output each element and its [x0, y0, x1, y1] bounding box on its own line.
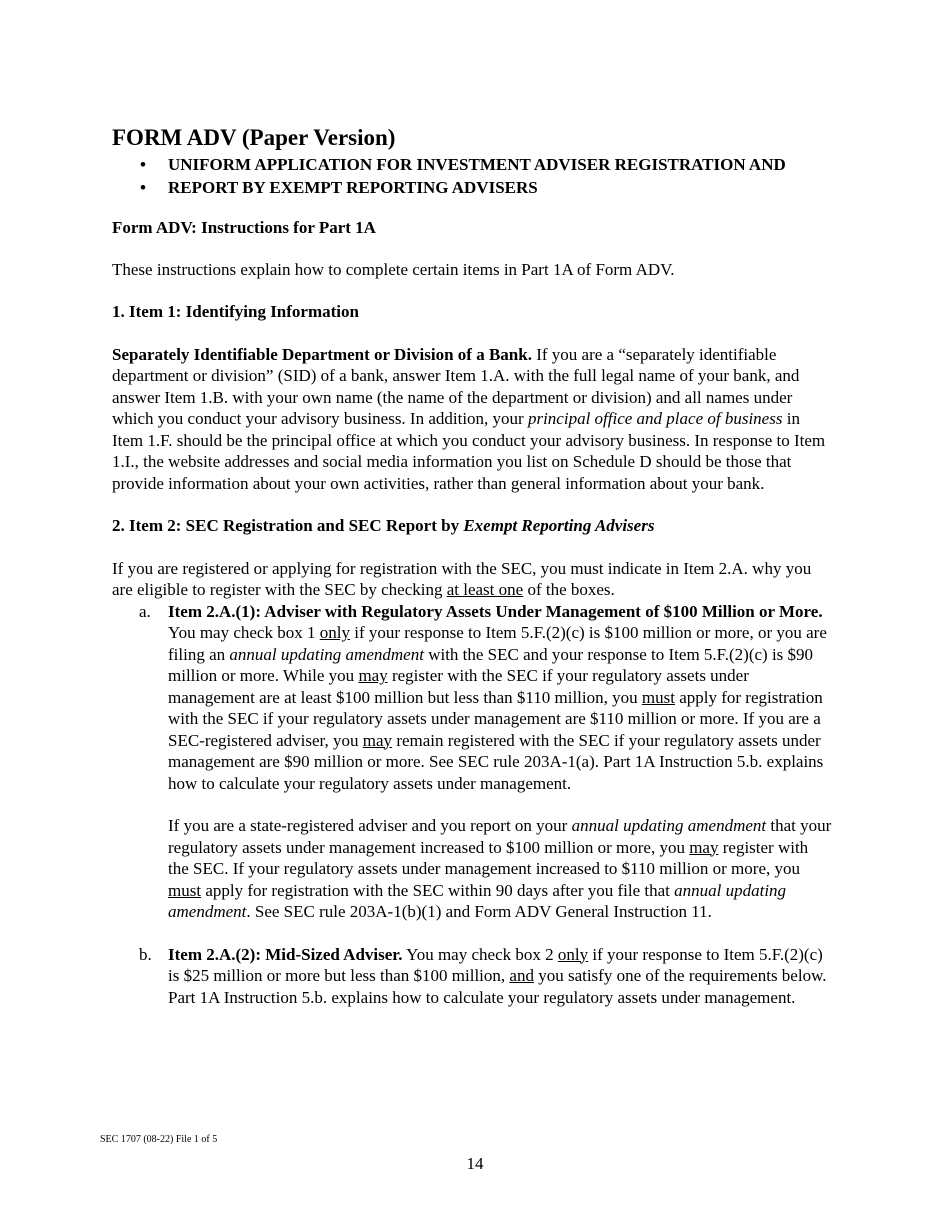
sid-paragraph: Separately Identifiable Department or Division of a Bank. If you are a “separately identifiable department or division” (SID) of a bank, answer Item 1.A. with the full legal name of your bank, and answer Item 1.B. with your own name (the name of the department or division) and all names under which you conduct your advisory business. In addition, your principal office and place of business in Item 1.F. should be the principal office at which you conduct your advisory business. In response to Item 1.I., the website addresses and social media information you list on Schedule D should be those that provide information about your own activities, rather than general information about your bank.: [112, 344, 826, 493]
item-2a1-paragraph: Item 2.A.(1): Adviser with Regulatory Assets Under Management of $100 Million or More. You may check box 1 only if your response to Item 5.F.(2)(c) is $100 million or more, or you are filing an annual updating amendment with the SEC and your response to Item 5.F.(2)(c) is $90 million or more. While you may register with the SEC if your regulatory assets under management are at least $100 million but less than $110 million, you must apply for registration with the SEC if your regulatory assets under management are $110 million or more. If you are a SEC-registered adviser, you may remain registered with the SEC if your regulatory assets under management are $90 million or more. See SEC rule 203A-1(a). Part 1A Instruction 5.b. explains how to calculate your regulatory assets under management.: [168, 601, 827, 793]
bullet-icon: •: [140, 155, 146, 174]
page-number: 14: [466, 1154, 484, 1173]
item-label: b.: [139, 944, 152, 964]
document-page: [112, 124, 832, 1008]
bullet-icon: •: [140, 178, 146, 197]
form-title: FORM ADV (Paper Version): [112, 125, 396, 150]
bullet-item: • UNIFORM APPLICATION FOR INVESTMENT ADVISER REGISTRATION AND: [140, 155, 786, 174]
form-code: SEC 1707 (08-22) File 1 of 5: [100, 1134, 218, 1145]
item-2a2: [112, 944, 832, 1009]
section-2-heading: 2. Item 2: SEC Registration and SEC Report by Exempt Reporting Advisers: [112, 516, 655, 535]
bullet-item: • REPORT BY EXEMPT REPORTING ADVISERS: [140, 178, 538, 197]
item-2a1-paragraph-2: If you are a state-registered adviser and you report on your annual updating amendment that your regulatory assets under management increased to $100 million or more, you may register with the SEC. If your regulatory assets under management increased to $110 million or more, you must apply for registration with the SEC within 90 days after you file that annual updating amendment. See SEC rule 203A-1(b)(1) and Form ADV General Instruction 11.: [168, 816, 832, 921]
section-2-intro: If you are registered or applying for registration with the SEC, you must indicate in Item 2.A. why you are eligible to register with the SEC by checking at least one of the boxes.: [112, 558, 812, 599]
item-2a2-paragraph: Item 2.A.(2): Mid-Sized Adviser. You may check box 2 only if your response to Item 5.F.(2)(c) is $25 million or more but less than $100 million, and you satisfy one of the requirements below. Part 1A Instruction 5.b. explains how to calculate your regulatory assets under management.: [168, 944, 827, 1007]
item-2a1: [112, 601, 832, 923]
instructions-heading: Form ADV: Instructions for Part 1A: [112, 218, 376, 237]
item-label: a.: [139, 601, 151, 621]
title-bullets: [112, 154, 832, 199]
section-1-heading: 1. Item 1: Identifying Information: [112, 302, 359, 321]
intro-paragraph: These instructions explain how to complete certain items in Part 1A of Form ADV.: [112, 259, 675, 279]
